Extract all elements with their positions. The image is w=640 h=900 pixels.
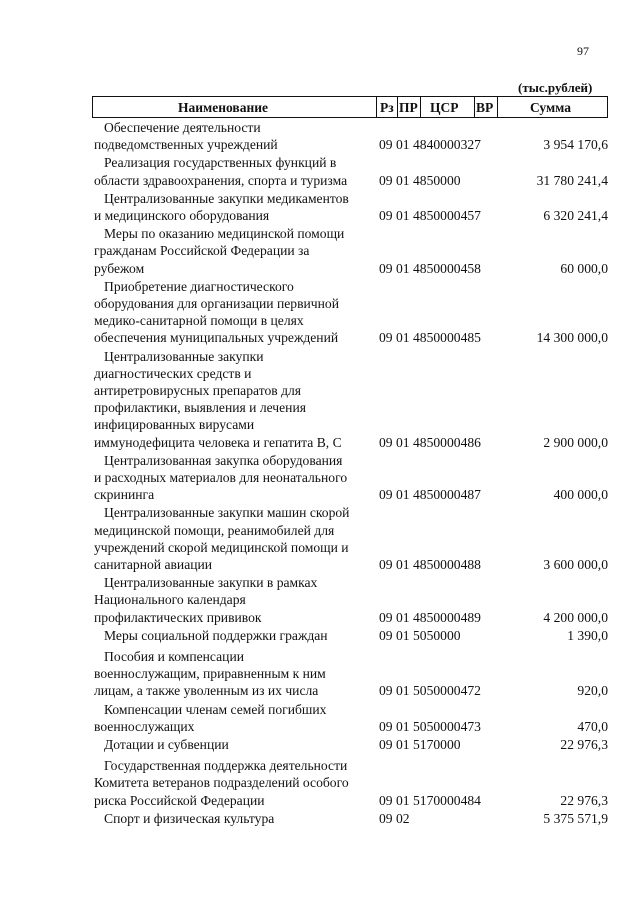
row-name-line: Пособия и компенсации bbox=[104, 649, 244, 664]
row-name-line: и расходных материалов для неонатального bbox=[94, 470, 348, 485]
row-name bbox=[94, 278, 384, 347]
units-label: (тыс.рублей) bbox=[518, 80, 593, 95]
row-name-line: риска Российской Федерации bbox=[94, 792, 265, 808]
row-sum: 470,0 bbox=[577, 718, 608, 734]
row-name-line: и медицинского оборудования bbox=[94, 208, 270, 223]
row-name-line: учреждений скорой медицинской помощи и bbox=[94, 539, 349, 555]
row-name bbox=[94, 701, 384, 735]
row-code: 09 01 4850000458 bbox=[379, 260, 481, 276]
row-name bbox=[94, 574, 384, 626]
row-name-line: Централизованные закупки медикаментов bbox=[104, 190, 349, 206]
row-name-line: лицам, а также уволенным из их числа bbox=[94, 683, 319, 699]
row-sum: 2 900 000,0 bbox=[543, 434, 608, 450]
row-name-line: военнослужащим, приравненным к ним bbox=[94, 666, 326, 682]
row-name bbox=[94, 627, 384, 644]
table-row bbox=[0, 810, 640, 827]
row-code: 09 01 5170000 bbox=[379, 737, 461, 752]
row-sum: 5 375 571,9 bbox=[543, 810, 608, 826]
row-name-line: иммунодефицита человека и гепатита В, С bbox=[94, 434, 342, 450]
row-name bbox=[94, 452, 384, 504]
header-vr: ВР bbox=[476, 100, 494, 115]
header-divider bbox=[397, 97, 398, 117]
row-name-line: Государственная поддержка деятельности bbox=[104, 758, 348, 774]
row-name-line: Дотации и субвенции bbox=[104, 737, 229, 752]
row-name-line: военнослужащих bbox=[94, 718, 195, 734]
header-divider bbox=[474, 97, 475, 117]
row-name-line: Меры по оказанию медицинской помощи bbox=[104, 226, 345, 242]
table-row bbox=[0, 190, 640, 224]
row-name-line: скрининга bbox=[94, 487, 155, 503]
row-name bbox=[94, 225, 384, 277]
row-sum: 3 600 000,0 bbox=[543, 556, 608, 572]
header-divider bbox=[420, 97, 421, 117]
row-name-line: Спорт и физическая культура bbox=[104, 810, 275, 826]
header-divider bbox=[376, 97, 377, 117]
row-name bbox=[94, 648, 384, 700]
row-name-line: Компенсации членам семей погибших bbox=[104, 701, 327, 717]
row-name-line: области здравоохранения, спорта и туризма bbox=[94, 172, 348, 188]
table-row bbox=[0, 154, 640, 188]
row-code: 09 01 5050000 bbox=[379, 627, 461, 643]
row-name-line: Меры социальной поддержки граждан bbox=[104, 627, 328, 643]
row-name-line: медицинской помощи, реанимобилей для bbox=[94, 522, 335, 538]
row-code: 09 01 5170000484 bbox=[379, 792, 481, 808]
row-code: 09 01 4850000488 bbox=[379, 556, 481, 572]
row-sum: 4 200 000,0 bbox=[543, 609, 608, 625]
row-code: 09 01 4850000489 bbox=[379, 609, 481, 625]
row-sum: 22 976,3 bbox=[560, 792, 608, 808]
row-sum: 920,0 bbox=[577, 683, 608, 699]
row-name-line: профилактики, выявления и лечения bbox=[94, 400, 306, 416]
row-code: 09 01 4850000457 bbox=[379, 207, 481, 223]
row-name-line: Национального календаря bbox=[94, 592, 246, 608]
header-divider bbox=[497, 97, 498, 117]
row-code: 09 01 4840000327 bbox=[379, 137, 481, 153]
row-name bbox=[94, 119, 384, 153]
row-name-line: профилактических прививок bbox=[94, 609, 262, 625]
row-name-line: подведомственных учреждений bbox=[94, 137, 278, 153]
header-name: Наименование bbox=[178, 100, 268, 115]
header-rz: Рз bbox=[380, 100, 394, 115]
row-name bbox=[94, 810, 384, 827]
row-sum: 14 300 000,0 bbox=[536, 330, 608, 346]
row-code: 09 01 4850000487 bbox=[379, 487, 481, 503]
row-name-line: Централизованная закупка оборудования bbox=[104, 452, 343, 468]
row-name-line: санитарной авиации bbox=[94, 557, 213, 572]
row-name-line: инфицированных вирусами bbox=[94, 417, 255, 433]
row-name-line: оборудования для организации первичной bbox=[94, 296, 339, 311]
row-sum: 3 954 170,6 bbox=[543, 137, 608, 153]
row-sum: 60 000,0 bbox=[560, 260, 608, 276]
row-sum: 31 780 241,4 bbox=[536, 172, 608, 188]
table-row bbox=[0, 574, 640, 626]
page-number: 97 bbox=[577, 44, 589, 58]
table-row bbox=[0, 348, 640, 451]
row-name-line: Централизованные закупки машин скорой bbox=[104, 505, 350, 521]
header-csr: ЦСР bbox=[430, 100, 459, 115]
row-name bbox=[94, 348, 384, 451]
row-code: 09 01 5050000473 bbox=[379, 718, 481, 734]
row-name-line: Централизованные закупки bbox=[104, 348, 264, 364]
row-sum: 6 320 241,4 bbox=[543, 207, 608, 223]
row-name bbox=[94, 190, 384, 224]
table-row bbox=[0, 452, 640, 504]
row-name bbox=[94, 504, 384, 573]
row-sum: 22 976,3 bbox=[560, 737, 608, 752]
row-name-line: рубежом bbox=[94, 260, 145, 276]
table-row bbox=[0, 504, 640, 573]
header-pr: ПР bbox=[399, 100, 418, 115]
table-row bbox=[0, 648, 640, 700]
row-name-line: Обеспечение деятельности bbox=[104, 120, 261, 135]
header-sum: Сумма bbox=[530, 100, 572, 115]
row-code: 09 02 bbox=[379, 810, 410, 826]
row-code: 09 01 5050000472 bbox=[379, 683, 481, 699]
table-header bbox=[92, 96, 608, 118]
table-row bbox=[0, 278, 640, 347]
row-code: 09 01 4850000 bbox=[379, 172, 461, 188]
row-name-line: Реализация государственных функций в bbox=[104, 155, 337, 171]
row-name-line: медико-санитарной помощи в целях bbox=[94, 313, 304, 329]
table-row bbox=[0, 701, 640, 735]
row-name-line: антиретровирусных препаратов для bbox=[94, 383, 302, 398]
row-name-line: Приобретение диагностического bbox=[104, 278, 294, 294]
row-name bbox=[94, 154, 384, 188]
row-name-line: гражданам Российской Федерации за bbox=[94, 243, 310, 259]
row-code: 09 01 4850000486 bbox=[379, 434, 481, 450]
row-name-line: обеспечения муниципальных учреждений bbox=[94, 330, 339, 346]
row-name-line: диагностических средств и bbox=[94, 365, 252, 381]
table-row bbox=[0, 119, 640, 153]
row-name bbox=[94, 757, 384, 809]
row-code: 09 01 4850000485 bbox=[379, 330, 481, 346]
row-sum: 400 000,0 bbox=[553, 487, 608, 503]
row-sum: 1 390,0 bbox=[567, 627, 608, 643]
table-row bbox=[0, 757, 640, 809]
table-row bbox=[0, 225, 640, 277]
row-name-line: Комитета ветеранов подразделений особого bbox=[94, 775, 349, 791]
table-row bbox=[0, 627, 640, 644]
row-name bbox=[94, 736, 384, 753]
row-name-line: Централизованные закупки в рамках bbox=[104, 575, 318, 591]
table-row bbox=[0, 736, 640, 753]
